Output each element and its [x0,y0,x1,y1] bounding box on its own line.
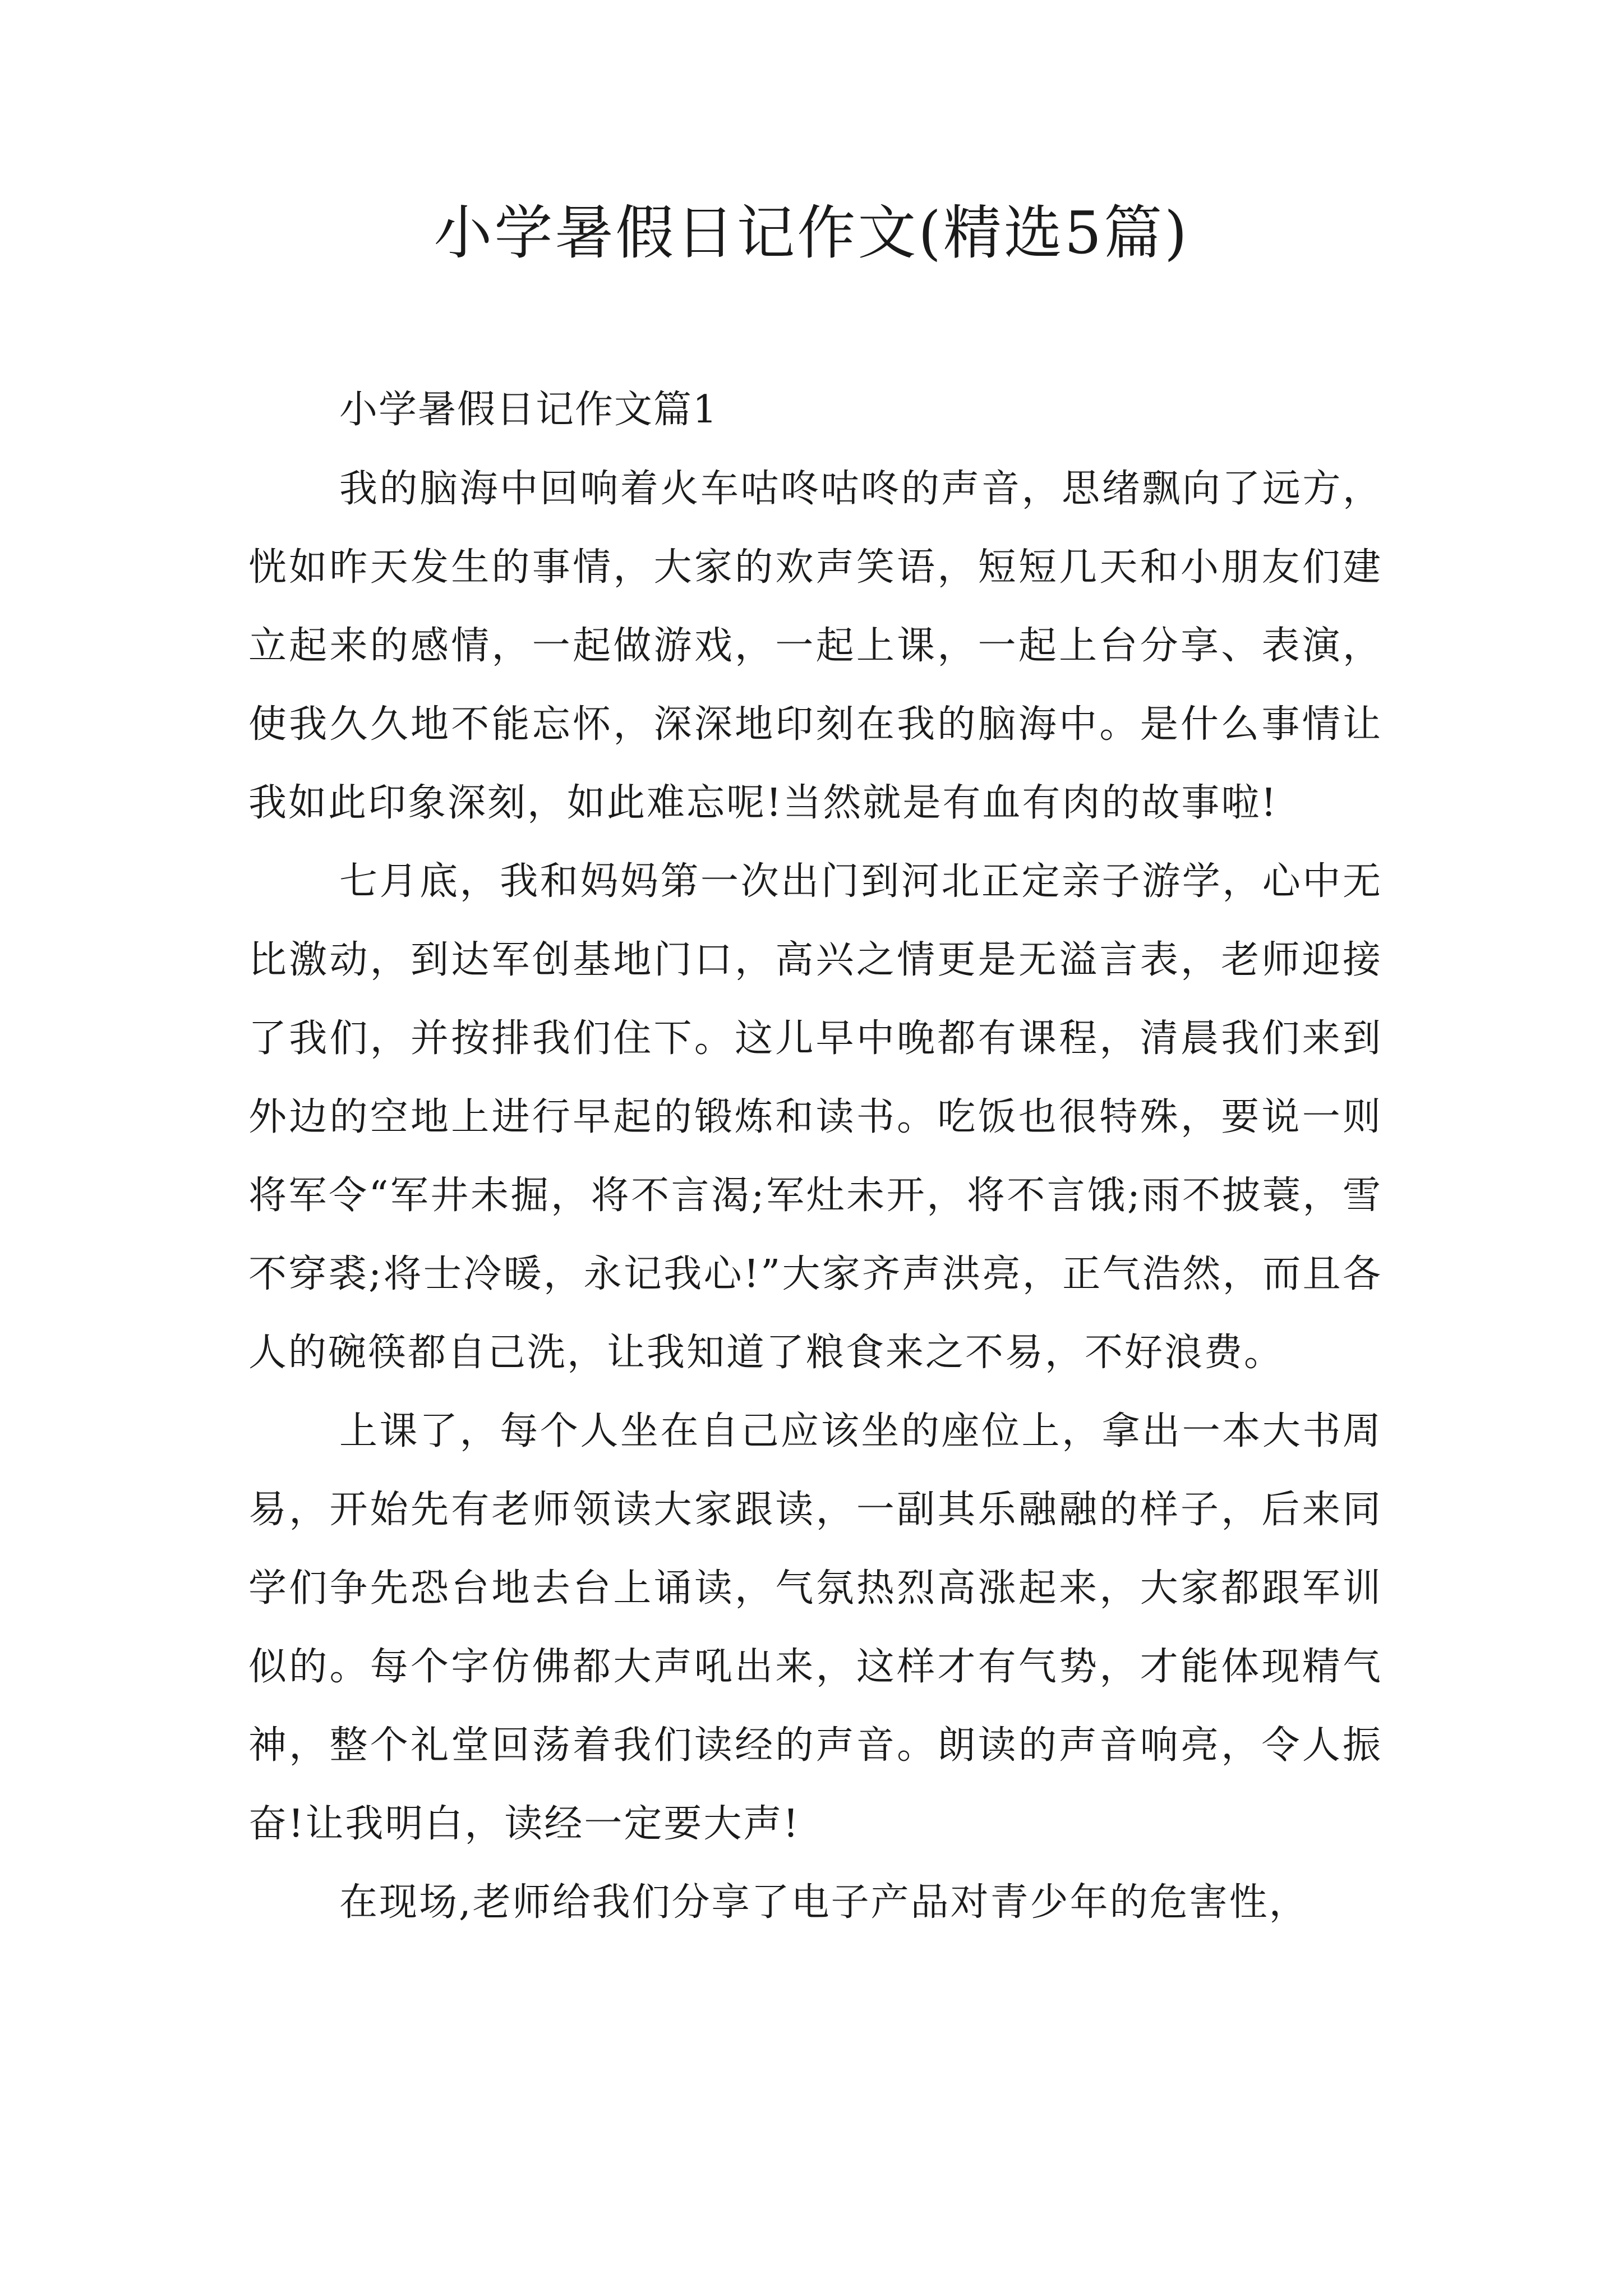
paragraph-3: 上课了，每个人坐在自己应该坐的座位上，拿出一本大书周易，开始先有老师领读大家跟读，一副其乐融融的样子，后来同学们争先恐台地去台上诵读，气氛热烈高涨起来，大家都跟军训似的。每个字仿佛都大声吼出来，这样才有气势，才能体现精气神，整个礼堂回荡着我们读经的声音。朗读的声音响亮，令人振奋!让我明白，读经一定要大声! [248,1409,1382,1846]
section-heading: 小学暑假日记作文篇1 [339,388,718,432]
document-title: 小学暑假日记作文(精选5篇) [434,199,1189,267]
paragraph-2: 七月底，我和妈妈第一次出门到河北正定亲子游学，心中无比激动，到达军创基地门口，高兴之情更是无溢言表，老师迎接了我们，并按排我们住下。这儿早中晚都有课程，清晨我们来到外边的空地上进行早起的锻炼和读书。吃饭也很特殊，要说一则将军令“军井未掘，将不言渴;军灶未开，将不言饿;雨不披蓑，雪不穿裘;将士冷暖，永记我心!”大家齐声洪亮，正气浩然，而且各人的碗筷都自己洗，让我知道了粮食来之不易，不好浪费。 [248,859,1382,1375]
paragraph-4: 在现场,老师给我们分享了电子产品对青少年的危害性， [339,1880,1309,1925]
document-body [248,370,1382,1942]
paragraph-1: 我的脑海中回响着火车咕咚咕咚的声音，思绪飘向了远方，恍如昨天发生的事情，大家的欢声笑语，短短几天和小朋友们建立起来的感情，一起做游戏，一起上课，一起上台分享、表演，使我久久地不能忘怀，深深地印刻在我的脑海中。是什么事情让我如此印象深刻，如此难忘呢!当然就是有血有肉的故事啦! [248,467,1382,825]
